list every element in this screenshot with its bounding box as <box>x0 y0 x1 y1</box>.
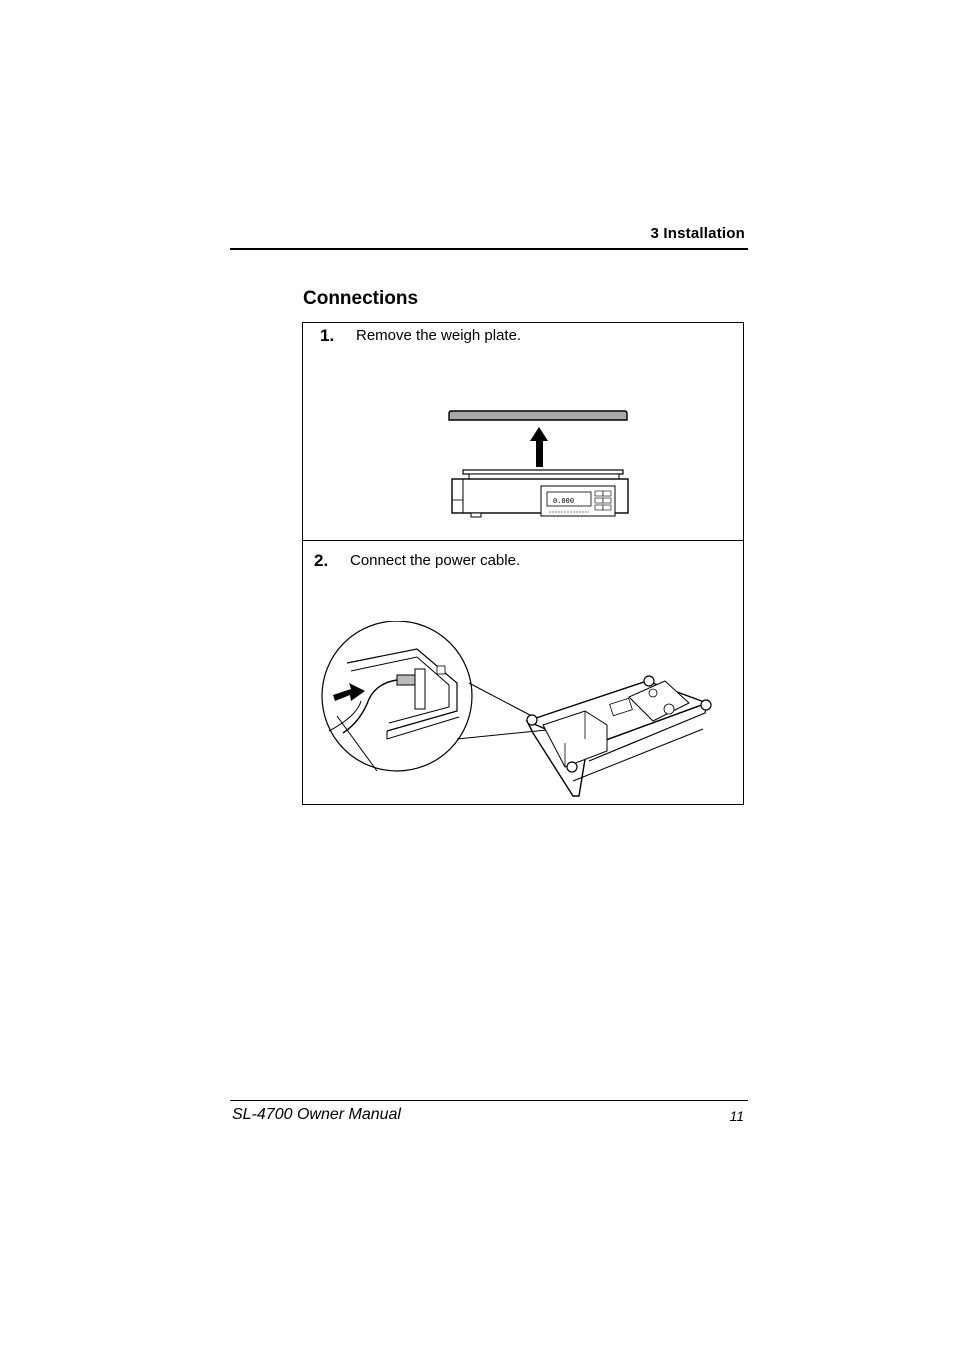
scale-remove-plate-illustration <box>443 403 643 523</box>
step-instruction: Connect the power cable. <box>350 552 521 569</box>
step-2 <box>303 541 743 804</box>
page-number: 11 <box>729 1108 744 1124</box>
power-cable-connection-illustration <box>317 621 737 801</box>
step-number: 2. <box>314 551 329 570</box>
page-title: Connections <box>303 288 419 309</box>
svg-text:0.000: 0.000 <box>553 497 575 505</box>
footer-manual-title: SL-4700 Owner Manual <box>232 1106 401 1123</box>
step-number: 1. <box>320 326 335 345</box>
running-header: 3 Installation <box>650 225 745 242</box>
header-rule <box>230 248 748 250</box>
steps-table <box>302 322 744 805</box>
footer-rule <box>230 1100 748 1101</box>
step-instruction: Remove the weigh plate. <box>356 327 522 344</box>
step-1 <box>303 323 743 541</box>
